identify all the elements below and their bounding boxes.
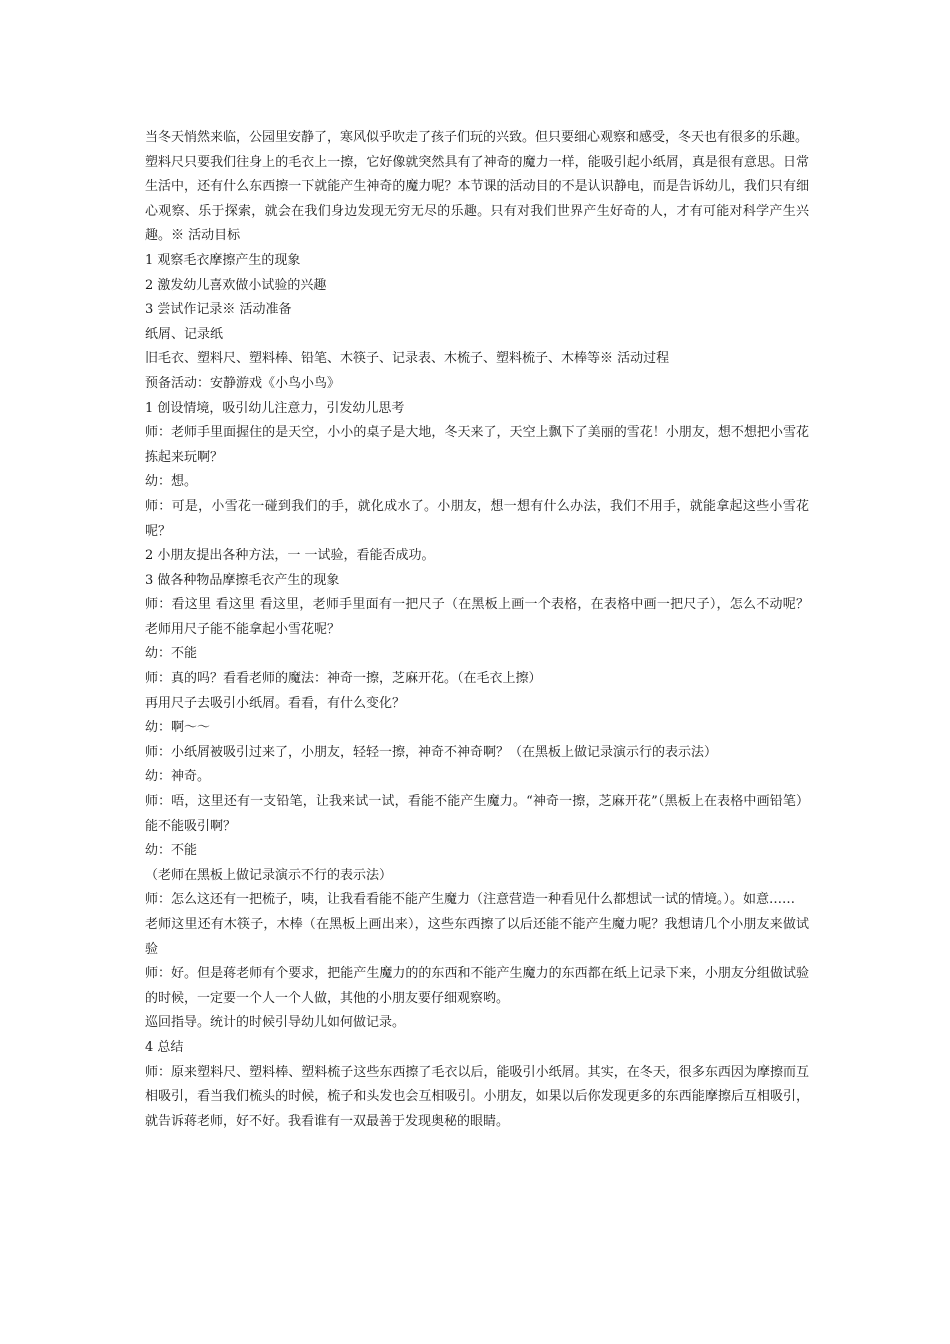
paragraph: 幼：想。 xyxy=(145,474,198,490)
paragraph: 2 激发幼儿喜欢做小试验的兴趣 xyxy=(145,277,327,293)
paragraph: 师：原来塑料尺、塑料棒、塑料梳子这些东西擦了毛衣以后，能吸引小纸屑。其实，在冬天，很多东西因为摩擦而互相吸引，看当我们梳头的时候，梳子和头发也会互相吸引。小朋友，如果以后你发现更多的东西能摩擦后互相吸引，就告诉蒋老师，好不好。我看谁有一双最善于发现奥秘的眼睛。 xyxy=(145,1064,809,1129)
paragraph: 当冬天悄然来临，公园里安静了，寒风似乎吹走了孩子们玩的兴致。但只要细心观察和感受，冬天也有很多的乐趣。 xyxy=(145,130,809,145)
paragraph: 4 总结 xyxy=(145,1039,184,1055)
paragraph: 2 小朋友提出各种方法，一 一试验，看能否成功。 xyxy=(145,548,435,564)
paragraph: 老师这里还有木筷子，木棒（在黑板上画出来），这些东西擦了以后还能不能产生魔力呢？我想请几个小朋友来做试验 xyxy=(145,917,809,957)
paragraph: 师：真的吗？看看老师的魔法：神奇一擦，芝麻开花。（在毛衣上擦） xyxy=(145,671,542,687)
paragraph: 巡回指导。统计的时候引导幼儿如何做记录。 xyxy=(145,1015,406,1031)
paragraph: 师：老师手里面握住的是天空，小小的桌子是大地，冬天来了，天空上飘下了美丽的雪花！小朋友，想不想把小雪花拣起来玩啊？ xyxy=(145,425,809,465)
paragraph: 幼：不能 xyxy=(145,843,198,859)
paragraph: 3 做各种物品摩擦毛衣产生的现象 xyxy=(145,572,340,588)
paragraph: 1 观察毛衣摩擦产生的现象 xyxy=(145,252,301,268)
paragraph: 师：怎么这还有一把梳子，咦，让我看看能不能产生魔力（注意营造一种看见什么都想试一试的情境。）。如意…… xyxy=(145,892,796,908)
paragraph: 师：好。但是蒋老师有个要求，把能产生魔力的的东西和不能产生魔力的东西都在纸上记录下来，小朋友分组做试验的时候，一定要一个人一个人做，其他的小朋友要仔细观察哟。 xyxy=(145,966,809,1006)
paragraph: 纸屑、记录纸 xyxy=(145,326,224,342)
paragraph: （老师在黑板上做记录演示不行的表示法） xyxy=(145,867,393,883)
paragraph: 预备活动：安静游戏《小鸟小鸟》 xyxy=(145,375,341,391)
paragraph: 旧毛衣、塑料尺、塑料棒、铅笔、木筷子、记录表、木梳子、塑料梳子、木棒等※ 活动过程 xyxy=(145,351,670,367)
paragraph: 幼：不能 xyxy=(145,646,198,662)
paragraph: 师：小纸屑被吸引过来了，小朋友，轻轻一擦，神奇不神奇啊？（在黑板上做记录演示行的表示法） xyxy=(145,744,718,760)
paragraph: 3 尝试作记录※ 活动准备 xyxy=(145,302,292,318)
document-body xyxy=(145,126,809,1134)
paragraph: 师：唔，这里还有一支铅笔，让我来试一试，看能不能产生魔力。“神奇一擦，芝麻开花”（黑板上在表格中画铅笔）能不能吸引啊？ xyxy=(145,794,809,834)
paragraph: 师：看这里 看这里 看这里，老师手里面有一把尺子（在黑板上画一个表格，在表格中画一把尺子），怎么不动呢？老师用尺子能不能拿起小雪花呢？ xyxy=(145,597,809,637)
paragraph: 幼：神奇。 xyxy=(145,769,211,785)
paragraph: 幼：啊～～ xyxy=(145,720,211,736)
paragraph: 再用尺子去吸引小纸屑。看看，有什么变化？ xyxy=(145,695,406,711)
paragraph: 1 创设情境，吸引幼儿注意力，引发幼儿思考 xyxy=(145,400,405,416)
paragraph: 师：可是，小雪花一碰到我们的手，就化成水了。小朋友，想一想有什么办法，我们不用手，就能拿起这些小雪花呢？ xyxy=(145,498,809,539)
paragraph: 塑料尺只要我们往身上的毛衣上一擦，它好像就突然具有了神奇的魔力一样，能吸引起小纸屑，真是很有意思。日常生活中，还有什么东西擦一下就能产生神奇的魔力呢？本节课的活动目的不是认识静电，而是告诉幼儿，我们只有细心观察、乐于探索，就会在我们身边发现无穷无尽的乐趣。只有对我们世界产生好奇的人，才有可能对科学产生兴趣。※ 活动目标 xyxy=(145,154,809,244)
